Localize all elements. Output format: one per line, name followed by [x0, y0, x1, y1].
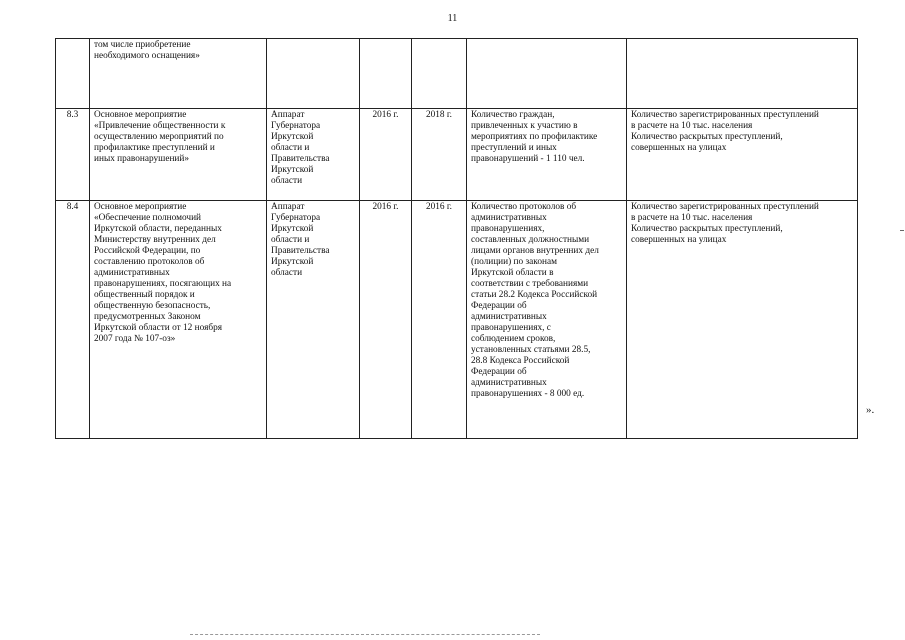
event-name: Основное мероприятие «Обеспечение полномочий Иркутской области, переданных Министерству внутренних дел Российской Федерации, по составлению протоколов об административных правонарушениях, посягающих на общественный порядок и общественную безопасность, предусмотренных Законом Иркутской области от 12 ноября 2007 года № 107-оз» [90, 201, 267, 439]
event-name: том числе приобретение необходимого оснащения» [90, 39, 267, 109]
start-year: 2016 г. [360, 201, 412, 439]
direct-result [467, 39, 627, 109]
table-row [56, 201, 858, 439]
table-row [56, 109, 858, 201]
row-number: 8.3 [56, 109, 90, 201]
end-year: 2016 г. [412, 201, 467, 439]
start-year: 2016 г. [360, 109, 412, 201]
direct-result: Количество протоколов об административных правонарушениях, составленных должностными лицами органов внутренних дел (полиции) по законам Иркутской области в соответствии с требованиями статьи 28.2 Кодекса Российской Федерации об административных правонарушениях, с соблюдением сроков, установленных статьями 28.5, 28.8 Кодекса Российской Федерации об административных правонарушениях - 8 000 ед. [467, 201, 627, 439]
scan-edge-artifact [190, 634, 540, 637]
executor: Аппарат Губернатора Иркутской области и Правительства Иркутской области [267, 109, 360, 201]
executor: Аппарат Губернатора Иркутской области и Правительства Иркутской области [267, 201, 360, 439]
target-indicators: Количество зарегистрированных преступлений в расчете на 10 тыс. населения Количество раскрытых преступлений, совершенных на улицах [627, 109, 858, 201]
end-year: 2018 г. [412, 109, 467, 201]
direct-result: Количество граждан, привлеченных к участию в мероприятиях по профилактике преступлений и иных правонарушений - 1 110 чел. [467, 109, 627, 201]
executor [267, 39, 360, 109]
page-number: 11 [447, 13, 458, 24]
event-name: Основное мероприятие «Привлечение общественности к осуществлению мероприятий по профилактике преступлений и иных правонарушений» [90, 109, 267, 201]
closing-quote-mark: ». [866, 404, 875, 416]
measures-table [55, 38, 858, 439]
table-row [56, 39, 858, 109]
scan-artifact [900, 230, 904, 231]
start-year [360, 39, 412, 109]
end-year [412, 39, 467, 109]
row-number [56, 39, 90, 109]
target-indicators [627, 39, 858, 109]
target-indicators: Количество зарегистрированных преступлений в расчете на 10 тыс. населения Количество раскрытых преступлений, совершенных на улицах [627, 201, 858, 439]
row-number: 8.4 [56, 201, 90, 439]
